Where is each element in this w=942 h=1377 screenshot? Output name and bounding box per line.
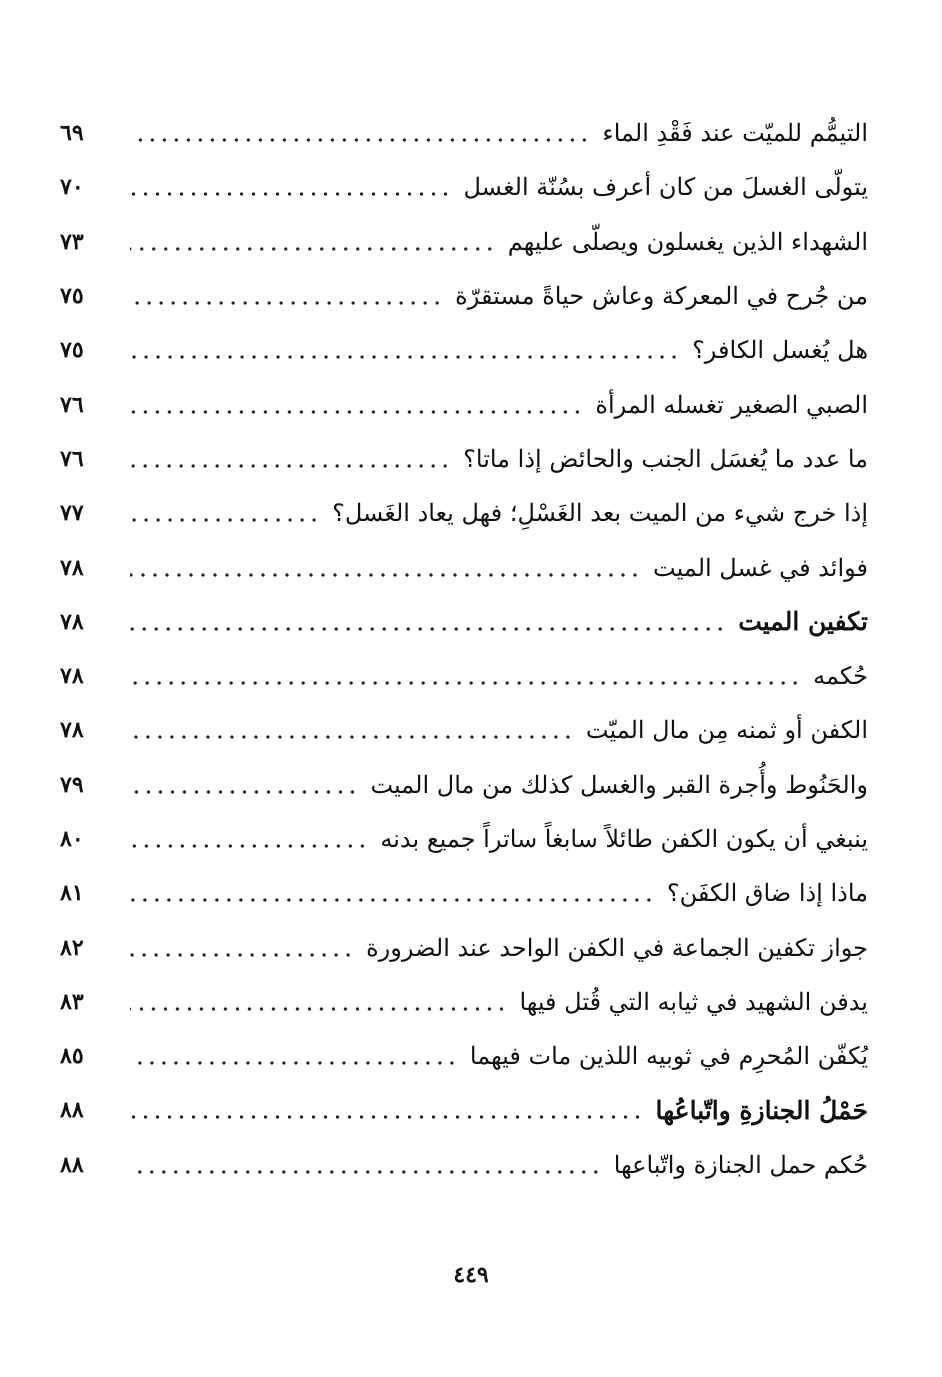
toc-entry-title: ماذا إذا ضاق الكفَن؟ (666, 879, 868, 908)
toc-entry-title: يُكفّن المُحرِم في ثوبيه اللذين مات فيهما (469, 1042, 868, 1071)
toc-entry (60, 269, 868, 323)
dot-leader (130, 247, 496, 251)
toc-entry (60, 758, 868, 812)
toc-entry-page-number: ٧٨ (60, 717, 84, 744)
toc-entry (60, 649, 868, 703)
dot-leader (130, 1061, 458, 1065)
toc-entry (60, 540, 868, 594)
toc-entry-page-number: ٧٦ (60, 391, 84, 418)
dot-leader (130, 790, 358, 794)
toc-entry-title: جواز تكفين الجماعة في الكفن الواحد عند الضرورة (366, 933, 868, 962)
toc-entry (60, 215, 868, 269)
dot-leader (130, 573, 641, 577)
toc-section-heading (60, 595, 868, 649)
toc-section-heading (60, 1083, 868, 1137)
toc-entry (60, 1029, 868, 1083)
toc-entry-page-number: ٧٦ (60, 445, 84, 472)
toc-entry-title: الكفن أو ثمنه مِن مال الميّت (585, 716, 868, 745)
toc-entry-page-number: ٨٣ (60, 988, 84, 1015)
toc-entry-page-number: ٧٨ (60, 608, 84, 635)
toc-entry-page-number: ٧٨ (60, 663, 84, 690)
toc-entry-page-number: ٦٩ (60, 120, 84, 147)
toc-entry-title: التيمُّم للميّت عند فَقْدِ الماء (602, 119, 868, 148)
dot-leader (130, 898, 655, 902)
dot-leader (130, 410, 583, 414)
toc-entry-page-number: ٧٥ (60, 283, 84, 310)
toc-entry-page-number: ٨٥ (60, 1043, 84, 1070)
toc-entry-page-number: ٨٢ (60, 934, 84, 961)
toc-entry-page-number: ٨٠ (60, 826, 84, 852)
toc-entry-title: يدفن الشهيد في ثيابه التي قُتل فيها (519, 987, 868, 1016)
toc-entry-page-number: ٧٣ (60, 228, 84, 255)
toc-entry (60, 1138, 868, 1192)
toc-entry-title: والحَنُوط وأُجرة القبر والغسل كذلك من مال الميت (370, 770, 868, 799)
toc-entry-title: تكفين الميت (738, 607, 868, 637)
toc-entry (60, 703, 868, 757)
toc-entry-page-number: ٨١ (60, 880, 84, 907)
toc-entry-title: الشهداء الذين يغسلون ويصلّى عليهم (507, 227, 868, 256)
dot-leader (130, 735, 574, 739)
dot-leader (130, 844, 368, 848)
dot-leader (130, 355, 680, 359)
toc-entry-title: ينبغي أن يكون الكفن طائلاً سابغاً ساتراً جميع بدنه (380, 825, 868, 853)
toc-entry (60, 920, 868, 974)
toc-entry-title: من جُرح في المعركة وعاش حياةً مستقرّة (455, 282, 868, 311)
toc-entry-page-number: ٨٨ (60, 1097, 84, 1124)
toc-entry (60, 432, 868, 486)
toc-entry (60, 866, 868, 920)
dot-leader (130, 1170, 602, 1174)
toc-entry-page-number: ٧٧ (60, 500, 84, 527)
dot-leader (130, 464, 451, 468)
dot-leader (130, 301, 443, 305)
toc-entry-title: إذا خرج شيء من الميت بعد الغَسْلِ؛ فهل يعاد الغَسل؟ (332, 499, 868, 528)
toc-entry (60, 812, 868, 866)
dot-leader (130, 1007, 507, 1011)
table-of-contents (60, 106, 868, 1192)
dot-leader (130, 953, 354, 957)
dot-leader (130, 627, 726, 631)
toc-entry (60, 323, 868, 377)
toc-entry-title: فوائد في غسل الميت (653, 553, 868, 582)
toc-entry-page-number: ٧٨ (60, 554, 84, 581)
dot-leader (130, 192, 452, 196)
toc-entry-title: حَمْلُ الجنازةِ واتّباعُها (655, 1095, 868, 1125)
dot-leader (130, 1115, 644, 1119)
toc-entry-title: هل يُغسل الكافر؟ (692, 336, 868, 365)
toc-entry (60, 106, 868, 160)
toc-entry-title: يتولّى الغسلَ من كان أعرف بسُنّة الغسل (463, 173, 868, 202)
toc-entry-title: حُكم حمل الجنازة واتّباعها (613, 1150, 868, 1179)
toc-entry-title: الصبي الصغير تغسله المرأة (595, 390, 868, 419)
toc-entry-page-number: ٧٠ (60, 174, 84, 201)
toc-entry (60, 377, 868, 431)
toc-entry-page-number: ٨٨ (60, 1151, 84, 1178)
toc-entry (60, 486, 868, 540)
toc-entry-page-number: ٧٥ (60, 337, 84, 364)
dot-leader (130, 518, 320, 522)
toc-entry-page-number: ٧٩ (60, 771, 84, 798)
toc-entry-title: حُكمه (813, 662, 868, 691)
toc-entry-title: ما عدد ما يُغسَل الجنب والحائض إذا ماتا؟ (463, 444, 868, 473)
toc-entry (60, 160, 868, 214)
dot-leader (130, 681, 801, 685)
toc-entry (60, 975, 868, 1029)
page-number: ٤٤٩ (453, 1262, 489, 1288)
dot-leader (130, 138, 590, 142)
